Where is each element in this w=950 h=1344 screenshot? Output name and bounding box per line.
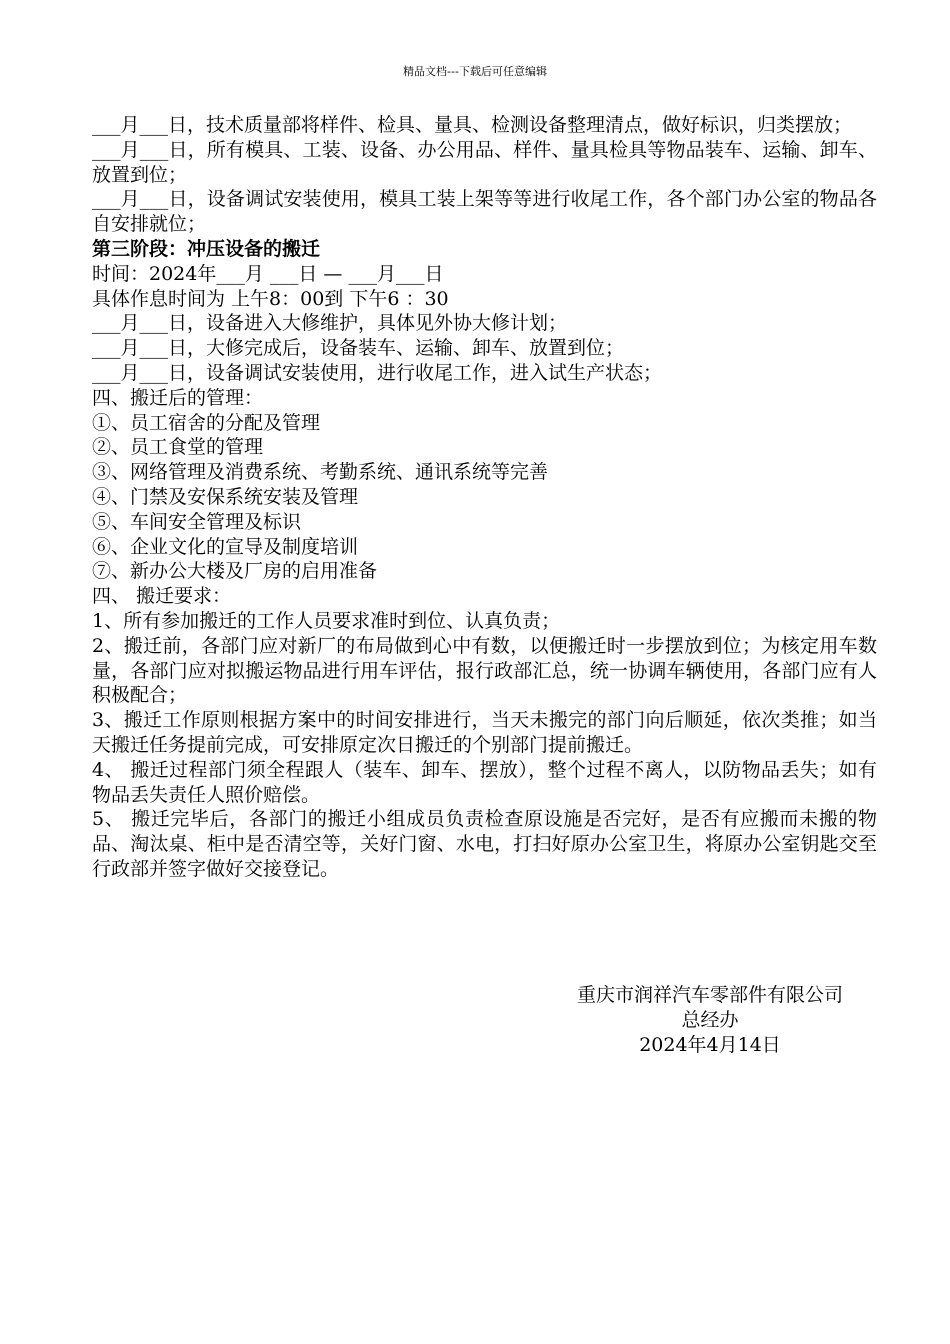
requirement-item: 5、 搬迁完毕后，各部门的搬迁小组成员负责检查原设施是否完好，是否有应搬而未搬的物品、淘汰桌、柜中是否清空等，关好门窗、水电，打扫好原办公室卫生，将原办公室钥匙交至行政部并签字做好交接登记。 <box>92 808 877 880</box>
page-header: 精品文档---下载后可任意编辑 <box>403 65 547 78</box>
document-body <box>92 113 877 882</box>
requirement-item: 1、所有参加搬迁的工作人员要求准时到位、认真负责； <box>92 609 561 632</box>
list-item: ⑤、车间安全管理及标识 <box>92 510 302 533</box>
schedule-item: ___月___日，技术质量部将样件、检具、量具、检测设备整理清点，做好标识，归类摆放； <box>92 114 853 136</box>
schedule-item: ___月___日，设备调试安装使用，进行收尾工作，进入试生产状态； <box>92 361 663 384</box>
list-item: ④、门禁及安保系统安装及管理 <box>92 485 359 508</box>
list-item: ③、网络管理及消费系统、考勤系统、通讯系统等完善 <box>92 461 549 484</box>
schedule-item: ___月___日，设备调试安装使用，模具工装上架等等进行收尾工作，各个部门办公室的物品各自安排就位； <box>92 188 877 236</box>
schedule-item: ___月___日，所有模具、工装、设备、办公用品、样件、量具检具等物品装车、运输、卸车、放置到位； <box>92 138 877 186</box>
signature-date: 2024年4月14日 <box>639 1034 781 1056</box>
requirement-item: 2、搬迁前，各部门应对新厂的布局做到心中有数，以便搬迁时一步摆放到位；为核定用车数量，各部门应对拟搬运物品进行用车评估，报行政部汇总，统一协调车辆使用，各部门应有人积极配合； <box>92 634 877 707</box>
list-item: ①、员工宿舍的分配及管理 <box>92 411 321 434</box>
section-heading: 四、搬迁后的管理： <box>92 386 264 409</box>
schedule-item: ___月___日，大修完成后，设备装车、运输、卸车、放置到位； <box>92 337 625 360</box>
time-range: 时间：2024年___月 ___日 — ___月___日 <box>92 262 444 285</box>
work-hours: 具体作息时间为 上午8：00到 下午6 ：30 <box>92 287 449 310</box>
section-heading: 四、 搬迁要求： <box>92 585 232 608</box>
signature-company: 重庆市润祥汽车零部件有限公司 <box>576 984 843 1006</box>
list-item: ⑦、新办公大楼及厂房的启用准备 <box>92 560 378 583</box>
signature-department: 总经办 <box>681 1009 739 1031</box>
requirement-item: 4、 搬迁过程部门须全程跟人（装车、卸车、摆放），整个过程不离人，以防物品丢失；如有物品丢失责任人照价赔偿。 <box>92 758 877 806</box>
schedule-item: ___月___日，设备进入大修维护，具体见外协大修计划； <box>92 312 568 335</box>
list-item: ⑥、企业文化的宣导及制度培训 <box>92 535 359 558</box>
requirement-item: 3、搬迁工作原则根据方案中的时间安排进行，当天未搬完的部门向后顺延，依次类推；如当天搬迁任务提前完成，可安排原定次日搬迁的个别部门提前搬迁。 <box>92 709 877 756</box>
list-item: ②、员工食堂的管理 <box>92 436 264 459</box>
section-heading: 第三阶段：冲压设备的搬迁 <box>92 237 321 260</box>
